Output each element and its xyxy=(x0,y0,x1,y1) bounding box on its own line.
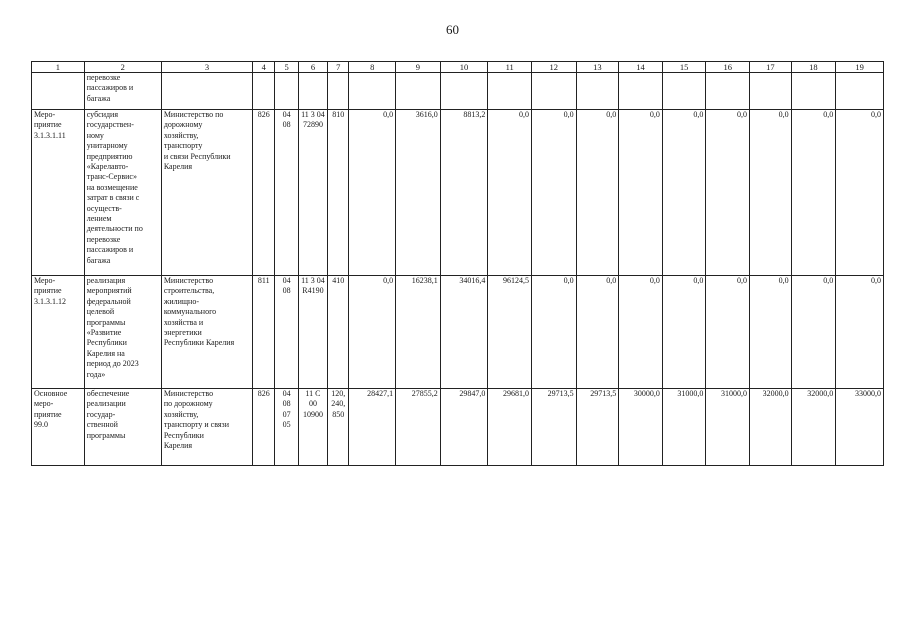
table-row xyxy=(32,276,884,389)
amount-cell: 0,0 xyxy=(662,276,706,389)
amount-cell: 0,0 xyxy=(349,110,396,276)
column-header: 3 xyxy=(161,62,252,73)
amount-cell: 0,0 xyxy=(706,110,750,276)
column-header: 6 xyxy=(298,62,327,73)
column-header: 17 xyxy=(750,62,792,73)
expense-type-cell: 410 xyxy=(328,276,349,389)
amount-cell: 29847,0 xyxy=(440,389,488,466)
amount-cell: 29713,5 xyxy=(576,389,619,466)
amount-cell xyxy=(576,73,619,110)
column-number-row xyxy=(32,62,884,73)
column-header: 11 xyxy=(488,62,532,73)
amount-cell: 31000,0 xyxy=(706,389,750,466)
amount-cell xyxy=(836,73,884,110)
event-name-cell: реализация мероприятий федеральной целевой программы «Развитие Республики Карелия на период до 2023 года» xyxy=(84,276,161,389)
page-number: 60 xyxy=(446,22,459,37)
amount-cell: 0,0 xyxy=(791,276,836,389)
amount-cell: 8813,2 xyxy=(440,110,488,276)
expense-type-cell xyxy=(328,73,349,110)
event-name-cell: перевозке пассажиров и багажа xyxy=(84,73,161,110)
table-row xyxy=(32,389,884,466)
amount-cell xyxy=(396,73,441,110)
amount-cell: 29681,0 xyxy=(488,389,532,466)
section-code-cell: 04 08 07 05 xyxy=(275,389,298,466)
target-article-cell: 11 3 04 R4190 xyxy=(298,276,327,389)
amount-cell xyxy=(531,73,576,110)
grbs-code-cell xyxy=(253,73,275,110)
amount-cell: 33000,0 xyxy=(836,389,884,466)
executor-cell: Министерство по дорожному хозяйству, транспорту и связи Республики Карелия xyxy=(161,389,252,466)
budget-table xyxy=(31,61,884,466)
amount-cell: 0,0 xyxy=(619,110,663,276)
amount-cell: 0,0 xyxy=(750,110,792,276)
expense-type-cell: 810 xyxy=(328,110,349,276)
executor-cell: Министерство строительства, жилищно- коммунального хозяйства и энергетики Республики Карелия xyxy=(161,276,252,389)
amount-cell xyxy=(706,73,750,110)
amount-cell: 0,0 xyxy=(488,110,532,276)
event-name-cell: обеспечение реализации государ- ственной программы xyxy=(84,389,161,466)
amount-cell: 34016,4 xyxy=(440,276,488,389)
target-article-cell: 11 С 00 10900 xyxy=(298,389,327,466)
grbs-code-cell: 811 xyxy=(253,276,275,389)
event-code-cell xyxy=(32,73,85,110)
amount-cell: 16238,1 xyxy=(396,276,441,389)
column-header: 14 xyxy=(619,62,663,73)
executor-cell xyxy=(161,73,252,110)
column-header: 16 xyxy=(706,62,750,73)
amount-cell: 3616,0 xyxy=(396,110,441,276)
column-header: 9 xyxy=(396,62,441,73)
amount-cell: 32000,0 xyxy=(750,389,792,466)
event-name-cell: субсидия государствен- ному унитарному предприятию «Карелавто- транс-Сервис» на возмещение затрат в связи с осуществ- лением деятельности по перевозке пассажиров и багажа xyxy=(84,110,161,276)
column-header: 12 xyxy=(531,62,576,73)
amount-cell xyxy=(440,73,488,110)
expense-type-cell: 120, 240, 850 xyxy=(328,389,349,466)
section-code-cell: 04 08 xyxy=(275,110,298,276)
amount-cell xyxy=(349,73,396,110)
amount-cell: 96124,5 xyxy=(488,276,532,389)
table-row xyxy=(32,110,884,276)
column-header: 8 xyxy=(349,62,396,73)
column-header: 5 xyxy=(275,62,298,73)
section-code-cell: 04 08 xyxy=(275,276,298,389)
column-header: 15 xyxy=(662,62,706,73)
column-header: 4 xyxy=(253,62,275,73)
amount-cell: 0,0 xyxy=(791,110,836,276)
table-row xyxy=(32,73,884,110)
amount-cell: 0,0 xyxy=(836,276,884,389)
amount-cell: 0,0 xyxy=(531,276,576,389)
amount-cell: 0,0 xyxy=(576,276,619,389)
amount-cell: 0,0 xyxy=(531,110,576,276)
column-header: 2 xyxy=(84,62,161,73)
column-header: 18 xyxy=(791,62,836,73)
amount-cell: 27855,2 xyxy=(396,389,441,466)
amount-cell: 0,0 xyxy=(706,276,750,389)
amount-cell xyxy=(619,73,663,110)
target-article-cell: 11 3 04 72890 xyxy=(298,110,327,276)
amount-cell xyxy=(750,73,792,110)
amount-cell: 29713,5 xyxy=(531,389,576,466)
executor-cell: Министерство по дорожному хозяйству, транспорту и связи Республики Карелия xyxy=(161,110,252,276)
amount-cell xyxy=(791,73,836,110)
grbs-code-cell: 826 xyxy=(253,389,275,466)
amount-cell: 31000,0 xyxy=(662,389,706,466)
amount-cell xyxy=(662,73,706,110)
event-code-cell: Меро- приятие 3.1.3.1.11 xyxy=(32,110,85,276)
column-header: 7 xyxy=(328,62,349,73)
column-header: 13 xyxy=(576,62,619,73)
column-header: 19 xyxy=(836,62,884,73)
section-code-cell xyxy=(275,73,298,110)
amount-cell: 0,0 xyxy=(619,276,663,389)
event-code-cell: Основное меро- приятие 99.0 xyxy=(32,389,85,466)
amount-cell xyxy=(488,73,532,110)
amount-cell: 30000,0 xyxy=(619,389,663,466)
column-header: 10 xyxy=(440,62,488,73)
event-code-cell: Меро- приятие 3.1.3.1.12 xyxy=(32,276,85,389)
grbs-code-cell: 826 xyxy=(253,110,275,276)
column-header: 1 xyxy=(32,62,85,73)
target-article-cell xyxy=(298,73,327,110)
amount-cell: 0,0 xyxy=(662,110,706,276)
amount-cell: 32000,0 xyxy=(791,389,836,466)
amount-cell: 28427,1 xyxy=(349,389,396,466)
amount-cell: 0,0 xyxy=(349,276,396,389)
amount-cell: 0,0 xyxy=(836,110,884,276)
amount-cell: 0,0 xyxy=(750,276,792,389)
amount-cell: 0,0 xyxy=(576,110,619,276)
